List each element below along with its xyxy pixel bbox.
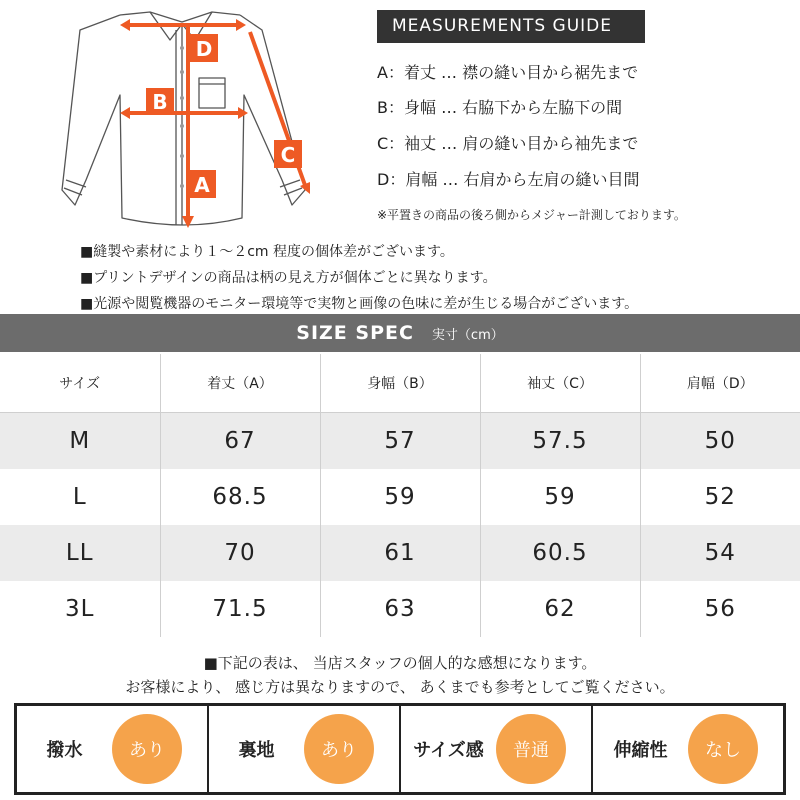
cell-length: 70 (160, 525, 320, 581)
label-d: D (195, 37, 213, 61)
staff-note-line-1: ■下記の表は、 当店スタッフの個人的な感想になります。 (203, 654, 597, 672)
cell-sleeve: 62 (480, 581, 640, 637)
cell-size: 3L (0, 581, 160, 637)
notice-2: ■プリントデザインの商品は柄の見え方が個体ごとに異なります。 (80, 270, 497, 286)
guide-line-c: C：袖丈 … 肩の縫い目から袖先まで (377, 134, 639, 153)
cell-length: 71.5 (160, 581, 320, 637)
feature-stretch (593, 706, 783, 792)
feature-label: 撥水 (46, 740, 83, 761)
cell-width: 57 (320, 413, 480, 470)
cell-size: LL (0, 525, 160, 581)
feature-badge: あり (112, 714, 182, 784)
cell-shoulder: 50 (640, 413, 800, 470)
spec-subtitle: 実寸（cm） (431, 327, 504, 343)
cell-length: 68.5 (160, 469, 320, 525)
table-row (0, 413, 800, 470)
cell-shoulder: 56 (640, 581, 800, 637)
notice-3: ■光源や閲覧機器のモニター環境等で実物と画像の色味に差が生じる場合がございます。 (80, 296, 639, 312)
size-table (0, 354, 800, 637)
guide-line-a: A：着丈 … 襟の縫い目から裾先まで (377, 63, 639, 82)
feature-label: 伸縮性 (613, 740, 668, 761)
header-sleeve: 袖丈（C） (480, 354, 640, 413)
table-row (0, 581, 800, 637)
cell-length: 67 (160, 413, 320, 470)
cell-width: 59 (320, 469, 480, 525)
cell-shoulder: 54 (640, 525, 800, 581)
table-row (0, 469, 800, 525)
feature-lining (209, 706, 401, 792)
shirt-diagram (0, 0, 330, 235)
table-header-row (0, 354, 800, 413)
feature-label: サイズ感 (413, 740, 484, 761)
feature-badge: なし (688, 714, 758, 784)
staff-note-line-2: お客様により、 感じ方は異なりますので、 あくまでも参考としてご覧ください。 (125, 678, 675, 696)
header-width: 身幅（B） (320, 354, 480, 413)
guide-title: MEASUREMENTS GUIDE (377, 10, 645, 43)
label-a: A (194, 173, 210, 197)
cell-sleeve: 57.5 (480, 413, 640, 470)
cell-width: 63 (320, 581, 480, 637)
cell-size: L (0, 469, 160, 525)
header-size: サイズ (0, 354, 160, 413)
feature-badge: あり (304, 714, 374, 784)
feature-water-repellent (17, 706, 209, 792)
feature-bar (14, 703, 786, 795)
cell-size: M (0, 413, 160, 470)
guide-note: ※平置きの商品の後ろ側からメジャー計測しております。 (377, 208, 686, 222)
guide-line-d: D：肩幅 … 右肩から左肩の縫い目間 (377, 170, 640, 189)
label-c: C (280, 143, 296, 167)
cell-width: 61 (320, 525, 480, 581)
feature-size-feel (401, 706, 593, 792)
guide-line-b: B：身幅 … 右脇下から左脇下の間 (377, 98, 623, 117)
spec-title: SIZE SPEC (296, 322, 414, 344)
table-row (0, 525, 800, 581)
label-b: B (152, 90, 168, 114)
cell-sleeve: 60.5 (480, 525, 640, 581)
header-length: 着丈（A） (160, 354, 320, 413)
feature-label: 裏地 (238, 740, 275, 761)
header-shoulder: 肩幅（D） (640, 354, 800, 413)
cell-shoulder: 52 (640, 469, 800, 525)
notice-1: ■縫製や素材により１～２cm 程度の個体差がございます。 (80, 244, 454, 260)
size-spec-bar (0, 314, 800, 352)
feature-badge: 普通 (496, 714, 566, 784)
cell-sleeve: 59 (480, 469, 640, 525)
